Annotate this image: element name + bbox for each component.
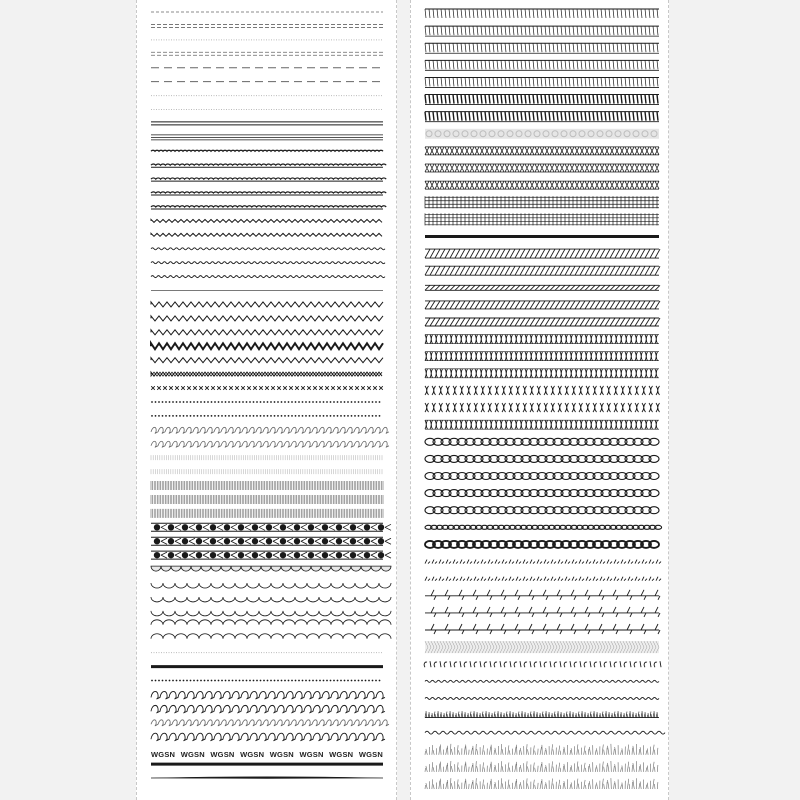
left-strip-dash-double [151,24,383,27]
right-strip-cross-stitch [425,147,659,155]
left-strip-arc-down [151,583,391,588]
right-strip-braid-dense [425,420,659,429]
right-strip-fringe-box [425,26,659,36]
right-stitch-panel [410,0,669,800]
right-strip-cross-stitch [425,181,659,189]
right-strip-rope-thin [425,285,660,290]
right-strip-twig [425,624,660,634]
wgsn-label: WGSN [358,750,383,759]
left-strip-loop-row [151,720,389,726]
right-strip-chain-dark [425,541,659,548]
right-strip-chain-link [425,507,659,514]
right-stitch-strips [411,0,668,800]
left-strip-trim-knots [151,523,391,531]
left-strip-dot-row [151,415,380,417]
left-strip-zigzag [151,316,383,321]
left-strip-line-triple [151,135,383,140]
left-strip-scallop-fill [151,566,391,571]
left-strip-ticks-dense [151,481,383,490]
right-strip-rope [425,301,660,309]
left-strip-arc-down [151,597,391,602]
right-strip-wave-fine [425,697,659,699]
right-strip-squiggle [425,731,665,734]
wgsn-label: WGSN [299,750,324,759]
right-strip-chain-link [425,455,659,462]
left-strip-chain-dense [151,206,386,209]
right-strip-grid-weave [425,196,659,208]
right-strip-fringe-box [425,60,659,70]
right-strip-twig [425,607,660,617]
left-strip-brush-taper [151,777,383,779]
left-strip-chain-dense [151,192,386,195]
left-strip-arc-up [151,634,391,639]
left-strip-wave-fine [151,276,385,278]
left-strip-dash-double [151,52,383,55]
left-strip-arc-down [151,611,391,616]
right-strip-grass [425,761,658,772]
right-strip-braid [425,386,660,395]
left-strip-zigzag-fine [151,233,382,236]
left-strip-line-double [151,122,383,125]
right-strip-grid-weave [425,213,659,225]
left-strip-zigzag-bold [151,343,383,349]
wgsn-label: WGSN [240,750,265,759]
right-strip-chain-link [425,473,659,480]
left-strip-ticks-fine [151,455,382,460]
right-strip-chain-link [425,490,659,497]
left-stitch-panel [136,0,397,800]
left-strip-chain-dense [151,178,386,181]
left-stitch-strips [137,0,396,800]
left-strip-loop-large [151,691,385,699]
left-strip-ticks-dense [151,495,383,504]
left-strip-dot-row [151,401,380,403]
left-strip-scallop-small [151,150,383,151]
left-strip-ticks-fine [151,469,382,474]
right-strip-braid [425,403,660,412]
right-strip-chain-small [425,525,662,529]
wgsn-label: WGSN [329,750,354,759]
right-strip-stitch-scatter [425,577,661,581]
right-strip-wave-fine [425,680,659,682]
right-strip-fur-line [425,711,659,718]
left-strip-chain-dense [151,164,386,167]
wgsn-label-row [151,750,383,759]
left-strip-trim-knots [151,551,391,559]
left-strip-arc-up [151,620,391,625]
left-strip-wave-fine [151,248,385,250]
left-strip-zigzag [151,358,383,363]
left-strip-loop-large [151,733,385,741]
right-strip-fringe-dark [425,95,659,105]
left-strip-loop-row [151,441,389,447]
left-strip-zigzag [151,302,383,307]
right-strip-chain-link [425,438,659,445]
right-strip-lace [425,129,659,139]
right-strip-rope-arrow [425,266,660,275]
right-strip-braid-dense [425,369,659,378]
left-strip-zigzag [151,330,383,335]
left-strip-zigzag-cross [151,372,382,376]
right-strip-grass [425,778,658,789]
right-strip-braid-dense [425,352,659,361]
right-strip-rope [425,318,660,326]
right-strip-fringe-dark [425,112,659,122]
right-strip-fringe-box [425,77,659,87]
left-strip-trim-knots [151,537,391,545]
right-strip-rope-arrow [425,249,660,258]
left-strip-zigzag-fine [151,219,382,222]
right-strip-stitch-scatter [425,560,661,564]
left-strip-ticks-dense [151,509,383,518]
wgsn-label: WGSN [269,750,294,759]
right-strip-braid-dense [425,335,659,344]
left-strip-dot-row [151,680,380,682]
right-strip-grass [425,744,658,755]
left-strip-wave-fine [151,262,385,264]
right-strip-hook-scatter [424,661,661,667]
left-strip-x-row [151,386,383,390]
wgsn-label: WGSN [210,750,235,759]
wgsn-label: WGSN [151,750,176,759]
left-strip-loop-large [151,705,385,713]
right-strip-fringe [425,9,659,18]
right-strip-chevron-band [425,641,659,653]
right-strip-cross-stitch [425,164,659,172]
wgsn-label: WGSN [180,750,205,759]
right-strip-fringe-box [425,43,659,53]
left-strip-loop-row [151,427,389,433]
right-strip-twig [425,590,660,600]
